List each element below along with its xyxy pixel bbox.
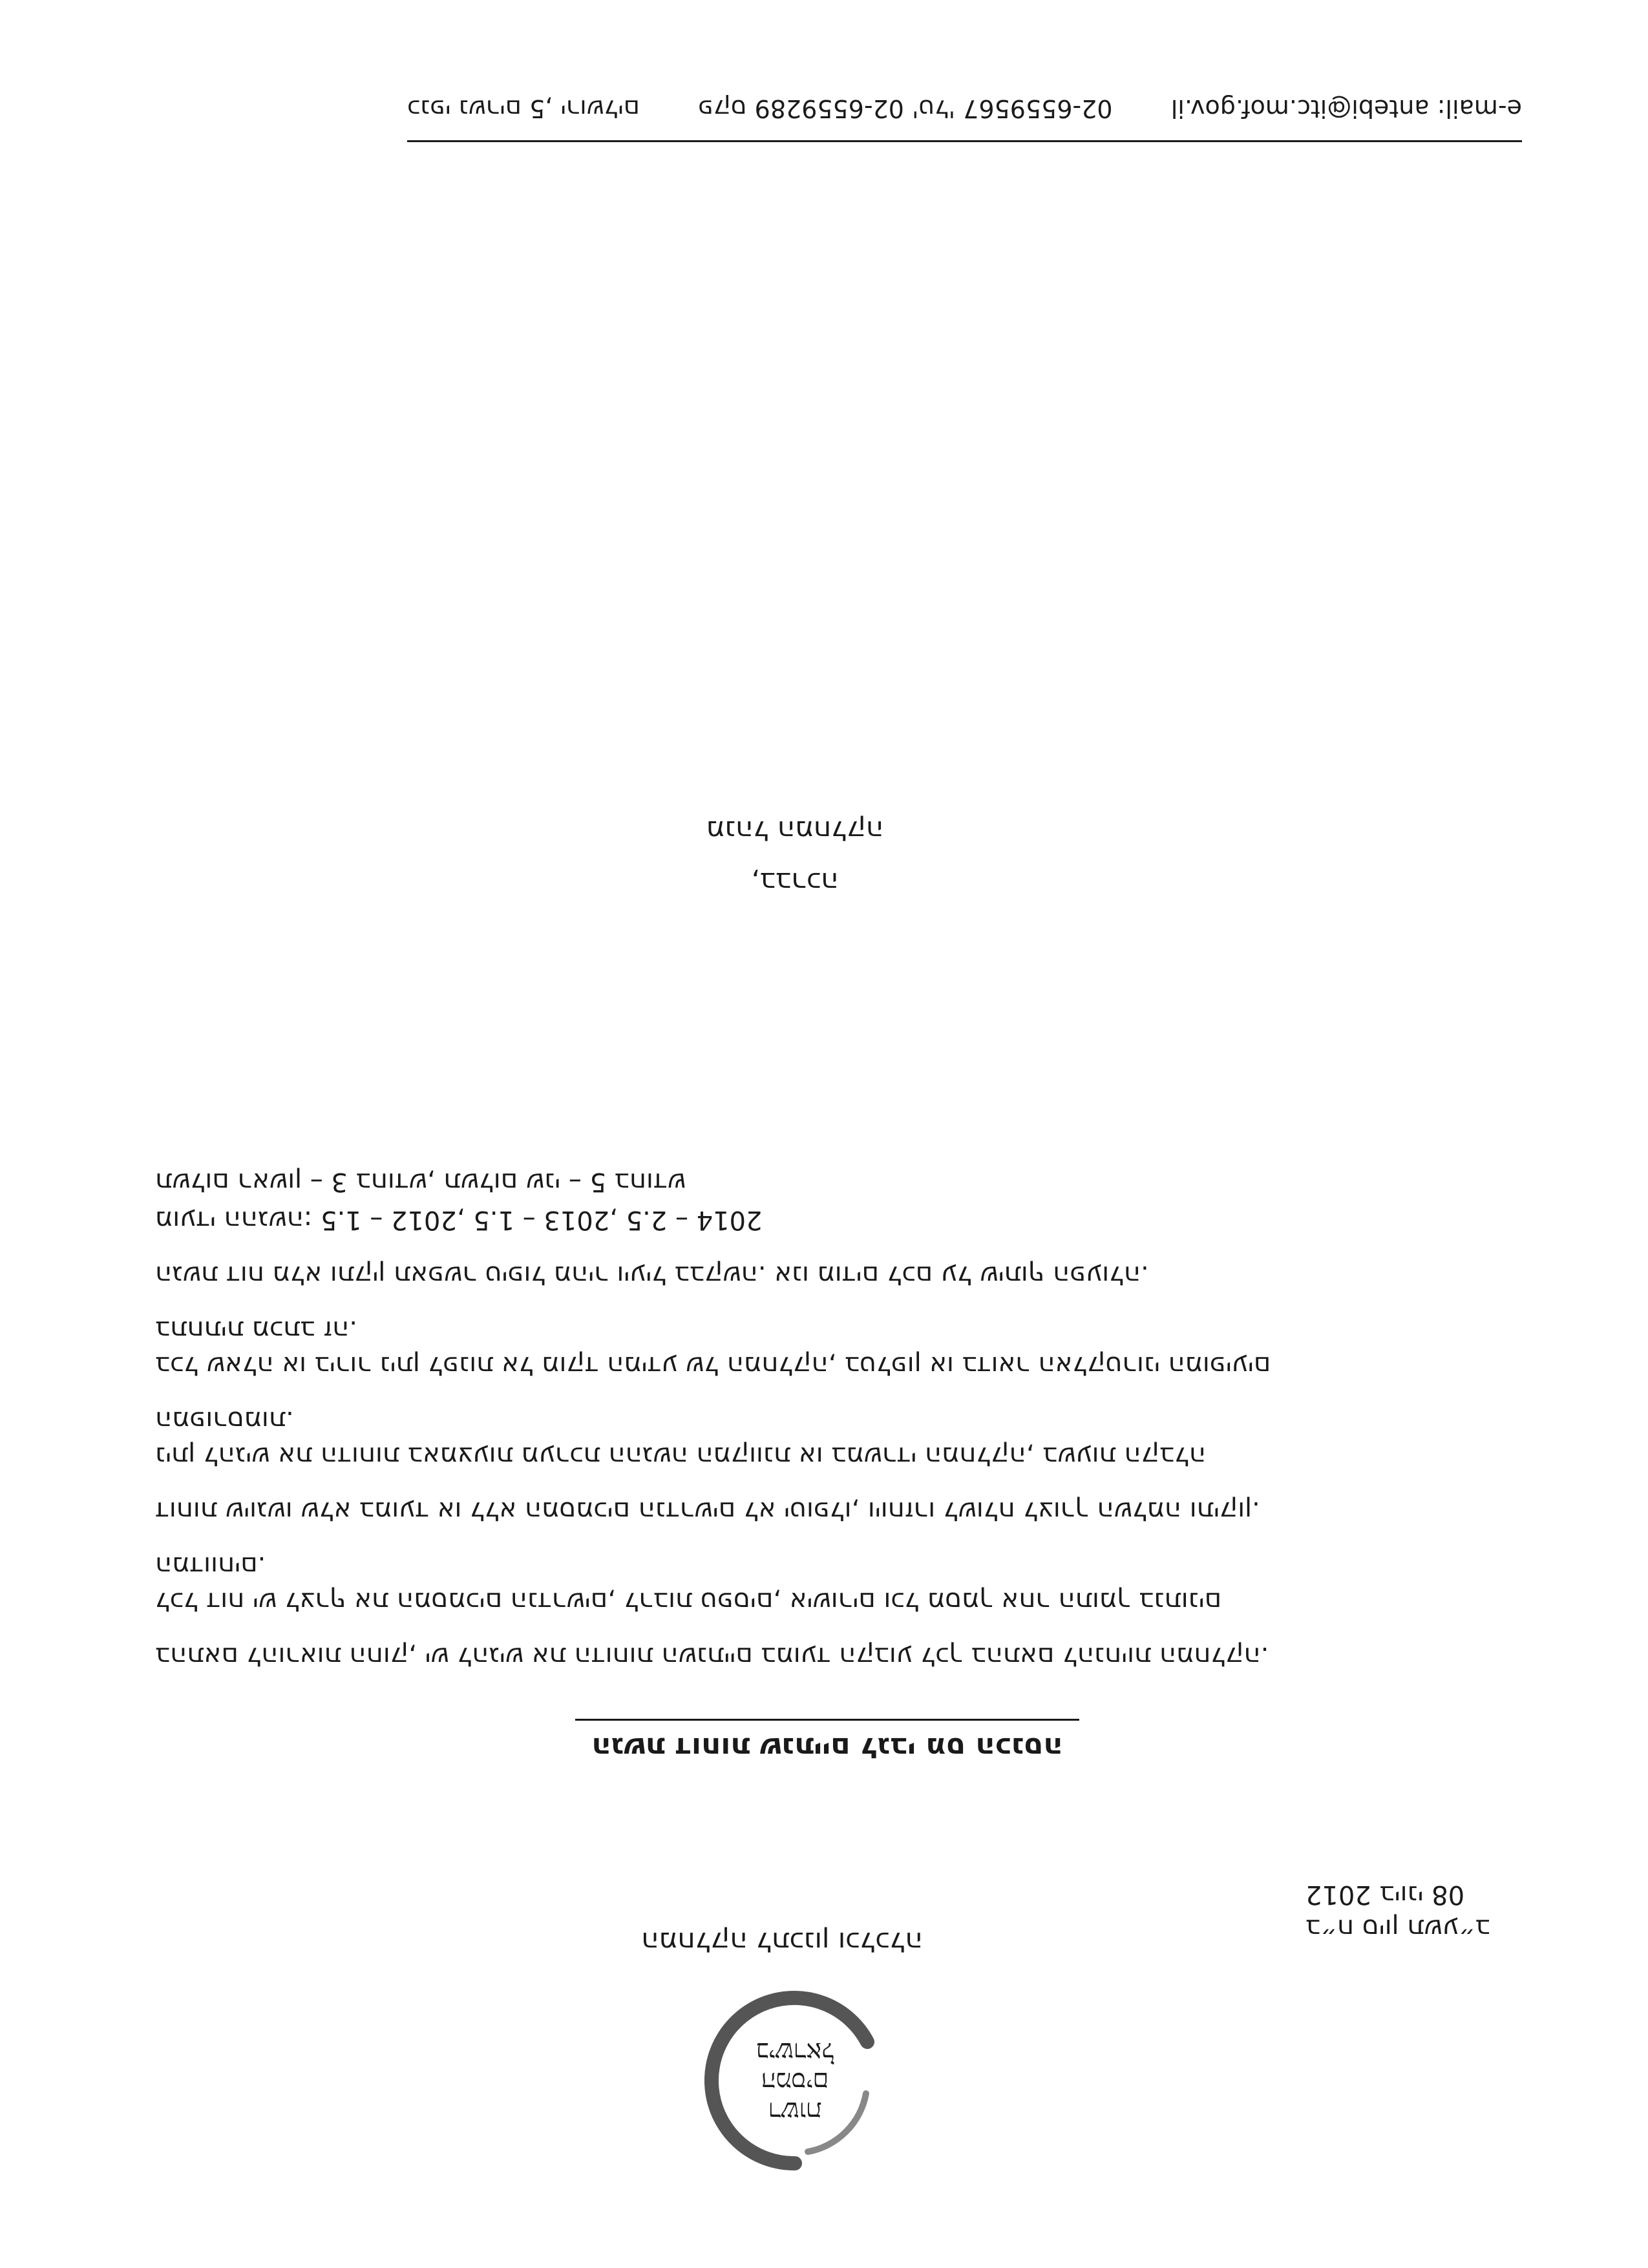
body-paragraph: לכל דוח יש לצרף את המסמכים הנדרשים, לרבות טפסים, אישורים וכל מסמך אחר התומך בנתונים המדווחים. xyxy=(155,1551,1222,1616)
body-paragraph: בכל שאלה או בירור ניתן לפנות אל מוקד המידע של המחלקה, בטלפון או בדואר האלקטרוני המופיעים בתחתית מכתב זה. xyxy=(155,1315,1271,1380)
footer-address: כנפי נשרים 5, ירושלים xyxy=(407,94,640,123)
body-paragraph: בהתאם להוראות החוק, יש להגיש את הדוחות השנתיים במועד הקבוע לכך בהתאם להנחיות המחלקה. xyxy=(155,1641,1269,1671)
logo-line: רשות xyxy=(768,2096,822,2126)
tax-authority-logo xyxy=(704,1990,885,2171)
body-paragraph: דוחות שיוגשו שלא במועד או ללא המסמכים הנדרשים לא יטופלו, ויוחזרו לשולח לצורך השלמה ותיקון. xyxy=(155,1496,1260,1526)
letter-date xyxy=(1305,1878,1519,1945)
schedule-line: מועדי ההגשה: 1.5 – 2012, 1.5 – 2013, 2.5 – 2014 xyxy=(155,1205,763,1235)
footer-contact xyxy=(407,84,1522,123)
logo-line: בישראל xyxy=(755,2037,834,2066)
closing-greeting: בברכה, xyxy=(751,866,839,898)
footer-phone-fax: 02-6559567 'פקס 02-6559289 'טל xyxy=(698,94,1113,123)
body-paragraph: הגשת דוח מלא ותקין תאפשר טיפול מהיר ויעיל בבקשה. אנו מודים לכם על שיתוף הפעולה. xyxy=(155,1260,1149,1290)
logo-line: המסים xyxy=(761,2066,829,2096)
hebrew-date: ב״ח סיון תשע״ב xyxy=(1305,1913,1490,1943)
gregorian-date: 2012 ביוני 08 xyxy=(1305,1880,1465,1909)
schedule-line: תשלום ראשון – 3 בחודש, תשלום שני – 5 בחודש xyxy=(155,1167,686,1197)
body-paragraph: ניתן להגיש את הדוחות באמצעות מערכת ההגשה המקוונת או במשרדי המחלקה, בשעות הקבלה המפורסמות. xyxy=(155,1405,1207,1471)
logo-text xyxy=(704,2037,885,2126)
letter-body xyxy=(155,1144,1273,1674)
footer-divider xyxy=(407,140,1522,142)
department-name: המחלקה לתכנון וכלכלה xyxy=(641,1926,923,1958)
footer-email[interactable]: e-mail: antebi@itc.mof.gov.il xyxy=(1170,94,1522,123)
signatory-title: מנהל המחלקה xyxy=(706,815,884,846)
letter-subject: הגשת דוחות שנתיים לגבי מס הכנסה xyxy=(575,1719,1079,1764)
